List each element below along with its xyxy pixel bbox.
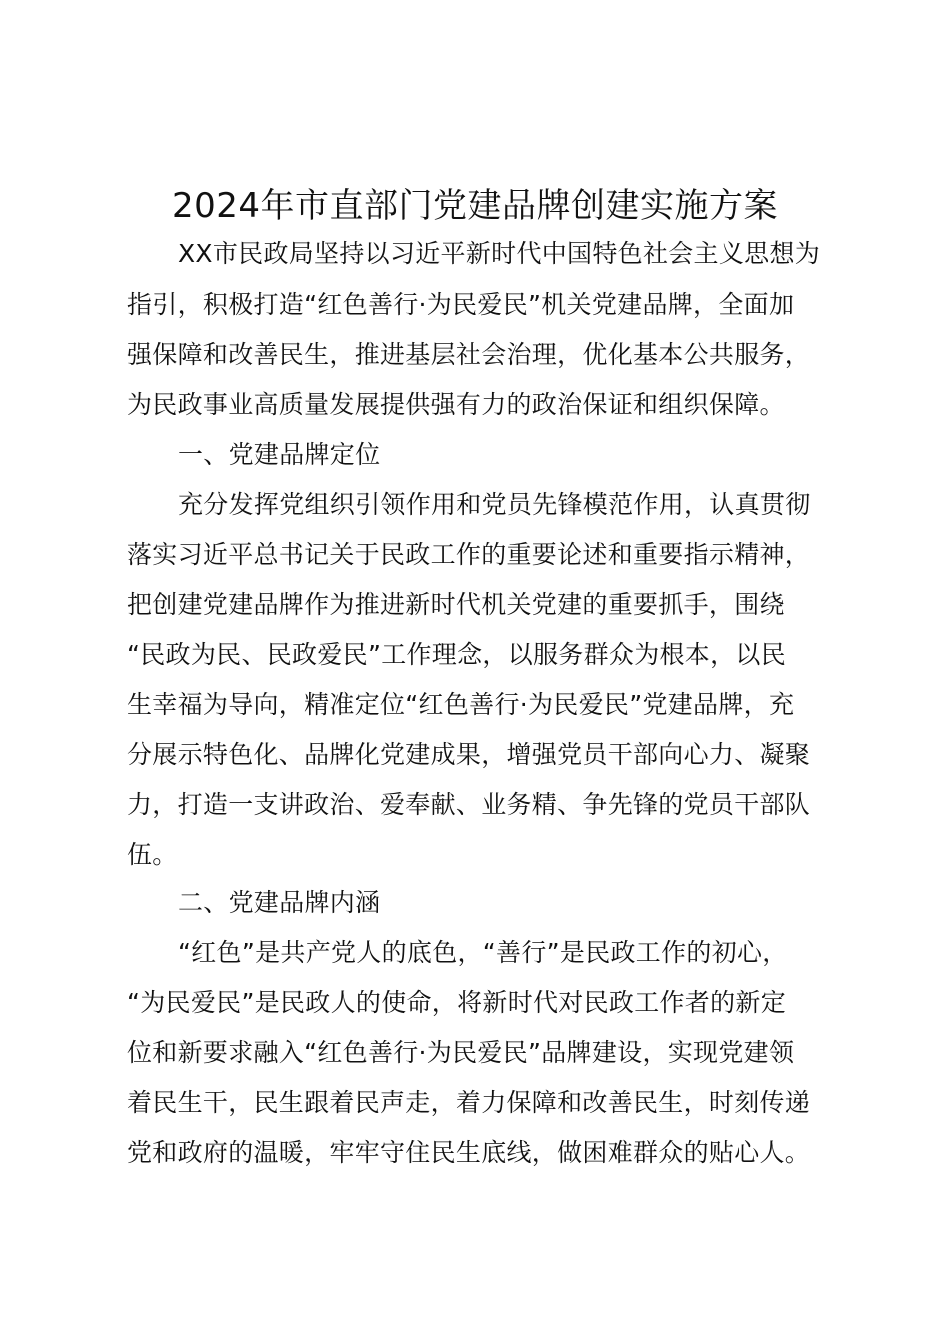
paragraph-line: 党和政府的温暖，牢牢守住民生底线，做困难群众的贴心人。 <box>127 1138 811 1167</box>
paragraph-line: 分展示特色化、品牌化党建成果，增强党员干部向心力、凝聚 <box>127 740 811 769</box>
paragraph-line: 位和新要求融入“红色善行·为民爱民”品牌建设，实现党建领 <box>127 1038 795 1067</box>
paragraph-line: “为民爱民”是民政人的使命，将新时代对民政工作者的新定 <box>127 988 787 1017</box>
paragraph-line: XX市民政局坚持以习近平新时代中国特色社会主义思想为 <box>178 239 821 268</box>
paragraph-line: “红色”是共产党人的底色，“善行”是民政工作的初心， <box>178 938 788 967</box>
paragraph-line: 指引，积极打造“红色善行·为民爱民”机关党建品牌，全面加 <box>127 290 795 319</box>
paragraph-line: 为民政事业高质量发展提供强有力的政治保证和组织保障。 <box>127 390 785 419</box>
paragraph-line: 生幸福为导向，精准定位“红色善行·为民爱民”党建品牌，充 <box>127 690 795 719</box>
paragraph-line: 强保障和改善民生，推进基层社会治理，优化基本公共服务， <box>127 340 811 369</box>
section-heading: 一、党建品牌定位 <box>178 440 381 469</box>
paragraph-line: 力，打造一支讲政治、爱奉献、业务精、争先锋的党员干部队 <box>127 790 811 819</box>
paragraph-line: 落实习近平总书记关于民政工作的重要论述和重要指示精神， <box>127 540 811 569</box>
paragraph-line: 充分发挥党组织引领作用和党员先锋模范作用，认真贯彻 <box>178 490 811 519</box>
paragraph-line: 着民生干，民生跟着民声走，着力保障和改善民生，时刻传递 <box>127 1088 811 1117</box>
paragraph-line: 把创建党建品牌作为推进新时代机关党建的重要抓手，围绕 <box>127 590 785 619</box>
document-title: 2024年市直部门党建品牌创建实施方案 <box>171 186 779 226</box>
paragraph-line: “民政为民、民政爱民”工作理念，以服务群众为根本，以民 <box>127 640 787 669</box>
paragraph-line: 伍。 <box>127 840 178 869</box>
section-heading: 二、党建品牌内涵 <box>178 888 381 917</box>
